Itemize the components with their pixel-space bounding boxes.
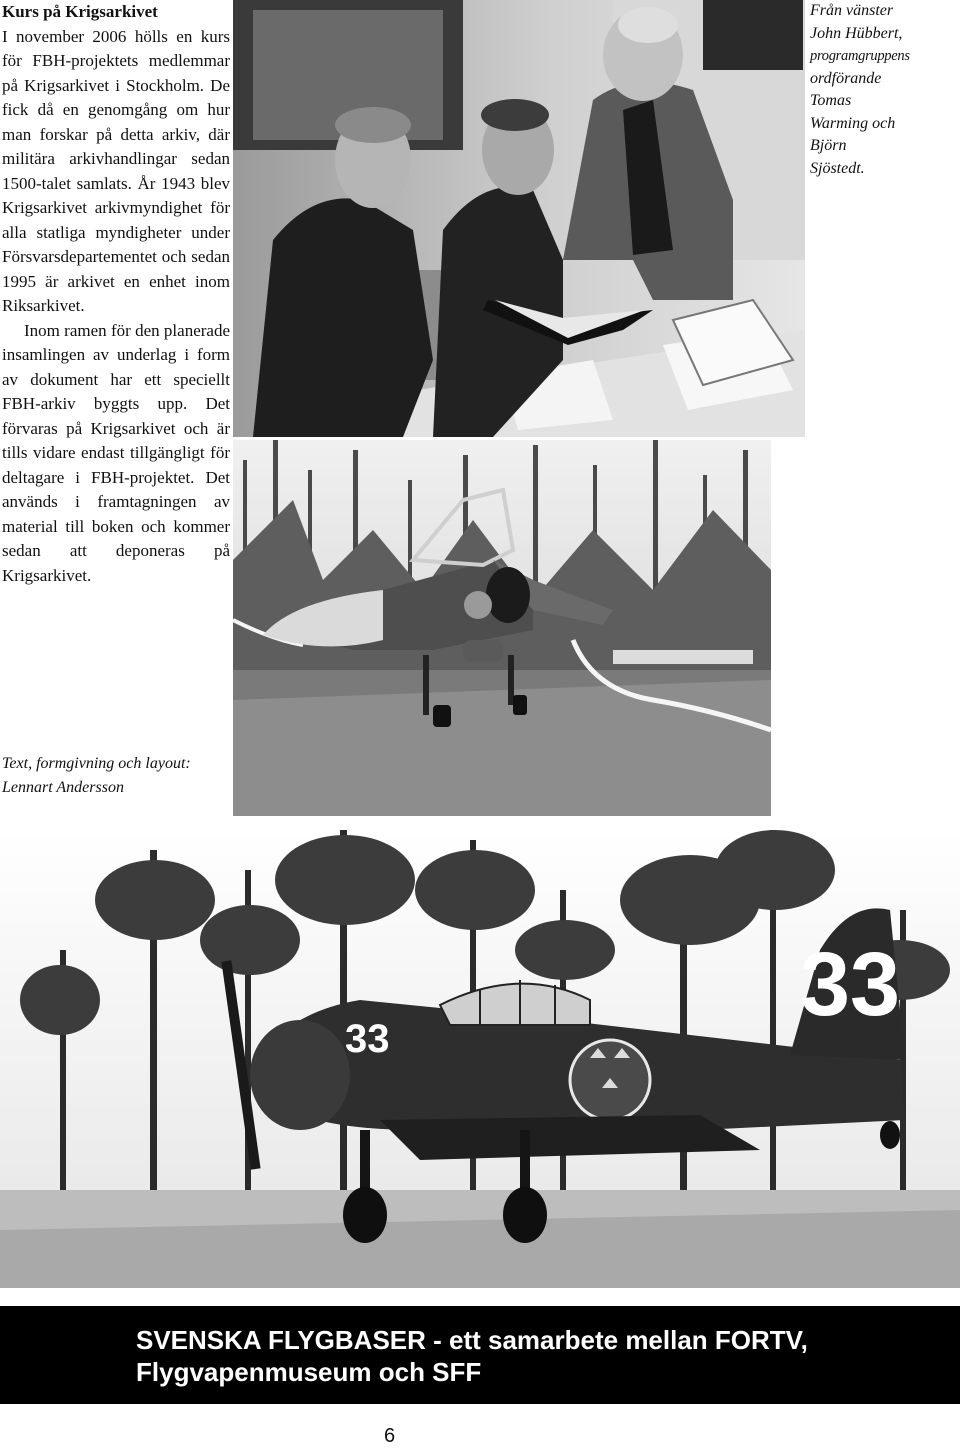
credit-role: Text, formgivning och layout: (2, 755, 191, 772)
aircraft-photo (0, 830, 960, 1288)
caption-line: Från vänster (810, 2, 894, 19)
page-number: 6 (384, 1425, 396, 1447)
caption-line: Björn (810, 137, 847, 154)
article-paragraph-1: I november 2006 hölls en kurs för FBH-projektets medlemmar på Krigsarkivet i Stockholm. De fick då en genomgång om hur man forskar på detta arkiv, där militära arkivhandlingar sedan 1500-talet samlats. År 1943 blev Krigsarkivet arkivmyndighet för alla statliga myndigheter under Försvarsdepartementet och sedan 1995 är arkivet en enhet inom Riksarkivet. (2, 26, 230, 315)
fuselage-number: 33 (345, 1017, 390, 1061)
article-column (2, 0, 230, 588)
banner-title-line-1: SVENSKA FLYGBASER - ett samarbete mellan FORTV, (136, 1325, 808, 1355)
photo-caption (810, 0, 950, 180)
caption-line: programgruppens (810, 48, 910, 64)
caption-line: Tomas (810, 92, 852, 109)
meeting-photo (233, 0, 805, 437)
article-heading: Kurs på Krigsarkivet (2, 2, 158, 21)
banner-title-line-2: Flygvapenmuseum och SFF (136, 1357, 482, 1387)
credit-author: Lennart Andersson (2, 779, 124, 796)
caption-line: John Hübbert, (810, 24, 903, 42)
article-paragraph-2: Inom ramen för den planerade insamlingen av underlag i form av dokument har ett speciellt FBH-arkiv byggts upp. Det förvaras på Krigsarkivet och är tills vidare endast tillgängligt för deltagare i FBH-projektet. Det används i framtagningen av material till boken och kommer sedan att deponeras på Krigsarkivet. (2, 320, 230, 585)
caption-line: Warming och (810, 114, 896, 132)
jet-photo (233, 440, 771, 816)
credits (2, 752, 230, 800)
caption-line: ordförande (810, 69, 882, 87)
caption-line: Sjöstedt. (810, 159, 865, 177)
footer-banner (0, 1306, 960, 1404)
tail-number: 33 (800, 935, 901, 1035)
